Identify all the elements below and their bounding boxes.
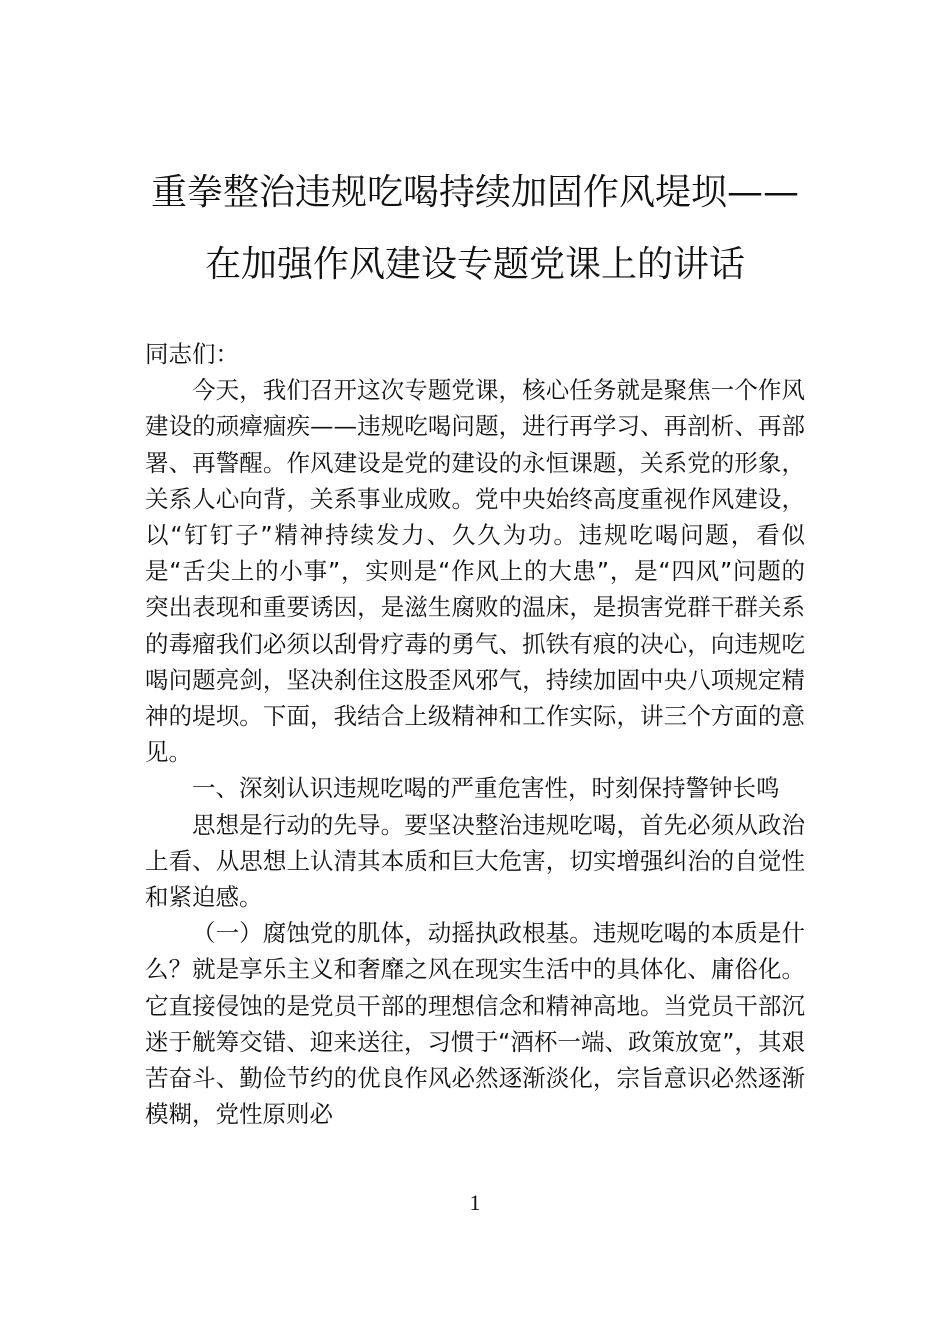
paragraph-subsection-1: （一）腐蚀党的肌体，动摇执政根基。违规吃喝的本质是什么？就是享乐主义和奢靡之风在现实生活中的具体化、庸俗化。它直接侵蚀的是党员干部的理想信念和精神高地。当党员干部沉迷于觥筹交错、迎来送往，习惯于“酒杯一端、政策放宽”，其艰苦奋斗、勤俭节约的优良作风必然逐渐淡化，宗旨意识必然逐渐模糊，党性原则必 — [145, 919, 805, 1129]
document-title-line-1: 重拳整治违规吃喝持续加固作风堤坝—— — [150, 172, 799, 213]
page-number: 1 — [469, 1190, 481, 1215]
salutation: 同志们： — [145, 340, 239, 368]
paragraph-intro: 今天，我们召开这次专题党课，核心任务就是聚焦一个作风建设的顽瘴痼疾——违规吃喝问题，进行再学习、再剖析、再部署、再警醒。作风建设是党的建设的永恒课题，关系党的形象，关系人心向背，关系事业成败。党中央始终高度重视作风建设，以“钉钉子”精神持续发力、久久为功。违规吃喝问题，看似是“舌尖上的小事”，实则是“作风上的大患”，是“四风”问题的突出表现和重要诱因，是滋生腐败的温床，是损害党群干群关系的毒瘤我们必须以刮骨疗毒的勇气、抓铁有痕的决心，向违规吃喝问题亮剑，坚决刹住这股歪风邪气，持续加固中央八项规定精神的堤坝。下面，我结合上级精神和工作实际，讲三个方面的意见。 — [145, 376, 805, 767]
paragraph-section-1-lead: 思想是行动的先导。要坚决整治违规吃喝，首先必须从政治上看、从思想上认清其本质和巨大危害，切实增强纠治的自觉性和紧迫感。 — [145, 810, 805, 912]
section-heading-1: 一、深刻认识违规吃喝的严重危害性，时刻保持警钟长鸣 — [192, 774, 780, 803]
document-title-line-2: 在加强作风建设专题党课上的讲话 — [204, 244, 745, 285]
document-body — [145, 336, 805, 1132]
